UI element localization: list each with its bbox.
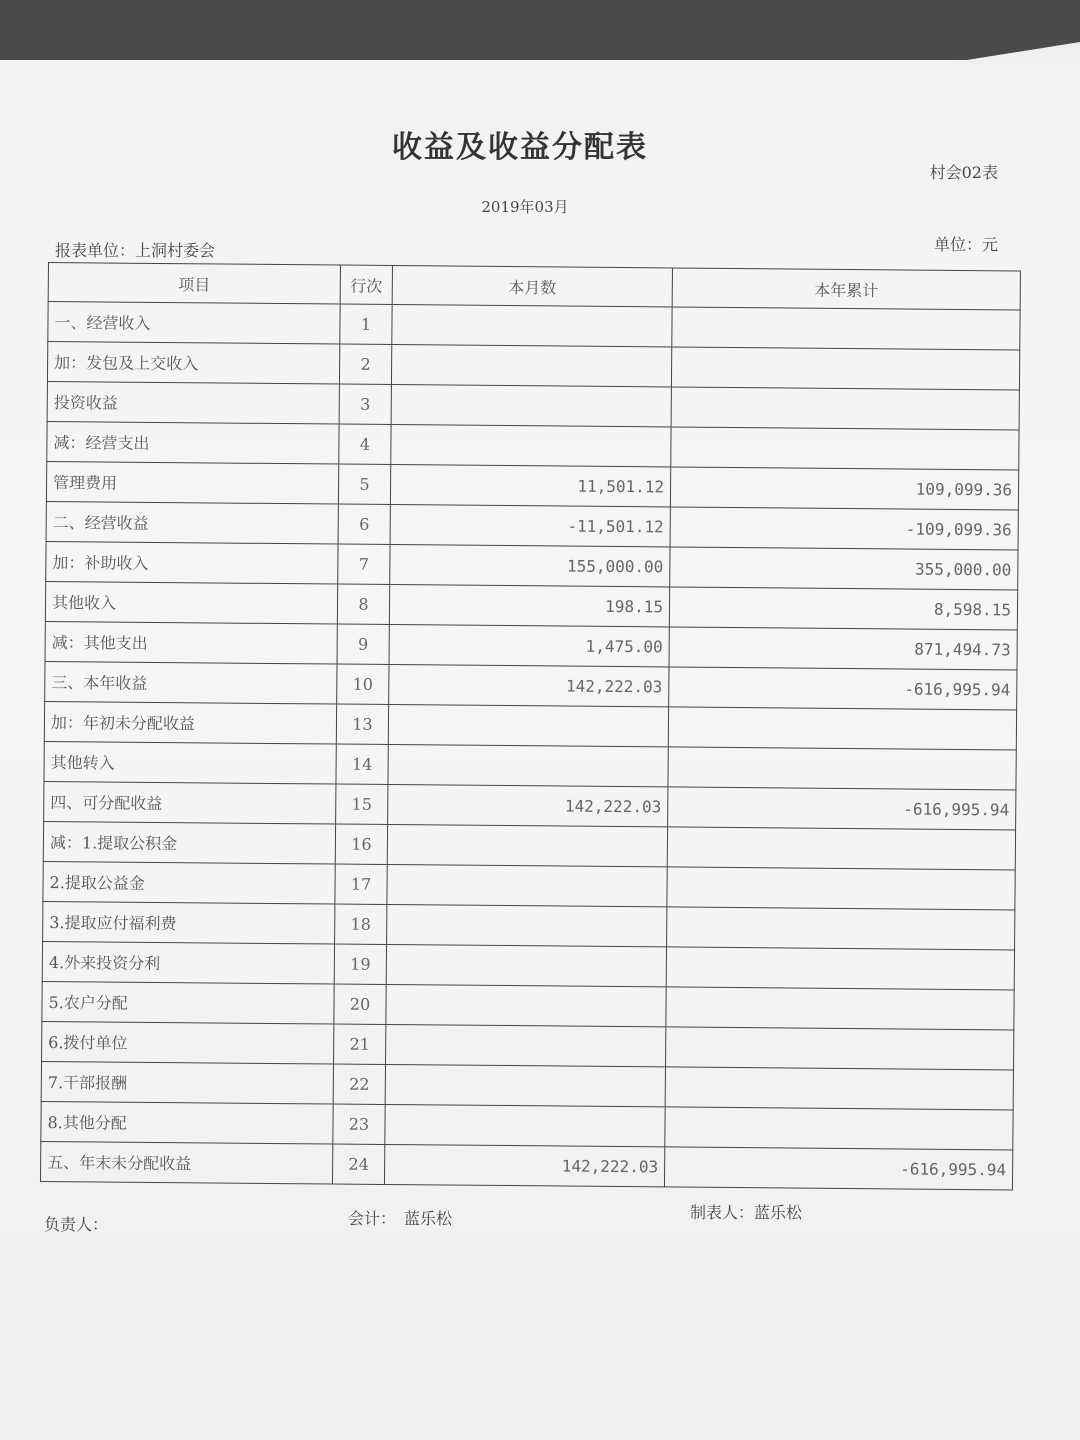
row-year-to-date-value xyxy=(671,387,1019,430)
row-line-number: 8 xyxy=(337,584,389,624)
row-this-month-value xyxy=(385,1064,665,1106)
row-year-to-date-value xyxy=(665,1107,1013,1150)
row-line-number: 22 xyxy=(333,1064,385,1104)
table-row xyxy=(40,1141,1012,1189)
row-year-to-date-value: -109,099.36 xyxy=(670,507,1018,550)
row-item-label: 加：发包及上交收入 xyxy=(47,342,339,385)
row-item-label: 其他转入 xyxy=(44,741,336,784)
row-item-label: 管理费用 xyxy=(46,461,338,504)
row-this-month-value: 142,222.03 xyxy=(384,1144,664,1186)
row-line-number: 19 xyxy=(334,944,386,984)
row-this-month-value: 11,501.12 xyxy=(390,464,670,506)
row-line-number: 10 xyxy=(337,664,389,704)
row-line-number: 1 xyxy=(340,304,392,344)
row-item-label: 加：补助收入 xyxy=(46,541,338,584)
footer-accountant: 会计： 蓝乐松 xyxy=(348,1209,453,1228)
row-item-label: 减：经营支出 xyxy=(47,421,339,464)
row-item-label: 6.拨付单位 xyxy=(42,1021,334,1064)
row-year-to-date-value: -616,995.94 xyxy=(664,1147,1012,1190)
column-header-year-to-date: 本年累计 xyxy=(672,268,1020,310)
row-year-to-date-value: 8,598.15 xyxy=(669,587,1017,630)
row-this-month-value: 142,222.03 xyxy=(388,784,668,826)
row-year-to-date-value xyxy=(671,427,1019,470)
row-year-to-date-value: 355,000.00 xyxy=(670,547,1018,590)
row-year-to-date-value: 871,494.73 xyxy=(669,627,1017,670)
row-item-label: 4.外来投资分利 xyxy=(42,941,334,984)
row-this-month-value xyxy=(387,904,667,946)
row-line-number: 5 xyxy=(338,464,390,504)
row-year-to-date-value xyxy=(667,827,1015,870)
row-year-to-date-value xyxy=(666,947,1014,990)
column-header-item: 项目 xyxy=(48,263,340,305)
row-this-month-value xyxy=(385,1104,665,1146)
column-header-this-month: 本月数 xyxy=(392,266,672,307)
row-item-label: 一、经营收入 xyxy=(48,302,340,345)
table-body xyxy=(40,302,1020,1190)
row-this-month-value xyxy=(386,1024,666,1066)
row-this-month-value xyxy=(388,704,668,746)
row-item-label: 8.其他分配 xyxy=(41,1101,333,1144)
row-this-month-value: 198.15 xyxy=(389,584,669,626)
row-year-to-date-value: -616,995.94 xyxy=(669,667,1017,710)
row-line-number: 16 xyxy=(335,824,387,864)
row-year-to-date-value xyxy=(667,867,1015,910)
row-this-month-value xyxy=(387,824,667,866)
row-item-label: 五、年末未分配收益 xyxy=(40,1141,332,1184)
row-year-to-date-value xyxy=(665,1027,1013,1070)
row-line-number: 24 xyxy=(332,1144,384,1184)
row-item-label: 三、本年收益 xyxy=(45,661,337,704)
row-line-number: 2 xyxy=(339,344,391,384)
row-item-label: 投资收益 xyxy=(47,381,339,424)
row-this-month-value: 155,000.00 xyxy=(390,544,670,586)
row-item-label: 四、可分配收益 xyxy=(44,781,336,824)
income-distribution-table xyxy=(40,262,1021,1190)
row-this-month-value xyxy=(386,944,666,986)
row-item-label: 减：1.提取公积金 xyxy=(43,821,335,864)
row-line-number: 7 xyxy=(338,544,390,584)
row-this-month-value xyxy=(391,425,671,467)
row-this-month-value xyxy=(392,305,672,347)
row-this-month-value xyxy=(391,385,671,427)
row-line-number: 4 xyxy=(339,424,391,464)
row-item-label: 二、经营收益 xyxy=(46,501,338,544)
column-header-line-no: 行次 xyxy=(340,265,392,304)
form-code: 村会02表 xyxy=(929,163,998,182)
currency-unit: 单位：元 xyxy=(933,235,998,254)
row-line-number: 23 xyxy=(333,1104,385,1144)
row-year-to-date-value xyxy=(666,987,1014,1030)
row-line-number: 20 xyxy=(334,984,386,1024)
footer-preparer: 制表人：蓝乐松 xyxy=(690,1203,803,1222)
row-item-label: 加：年初未分配收益 xyxy=(44,701,336,744)
row-year-to-date-value xyxy=(668,707,1016,750)
row-line-number: 18 xyxy=(335,904,387,944)
row-line-number: 13 xyxy=(336,704,388,744)
row-item-label: 5.农户分配 xyxy=(42,981,334,1024)
row-this-month-value: 142,222.03 xyxy=(389,664,669,706)
row-item-label: 减：其他支出 xyxy=(45,621,337,664)
row-item-label: 3.提取应付福利费 xyxy=(43,901,335,944)
row-line-number: 17 xyxy=(335,864,387,904)
row-year-to-date-value xyxy=(668,747,1016,790)
row-line-number: 6 xyxy=(338,504,390,544)
row-this-month-value: 1,475.00 xyxy=(389,624,669,666)
row-year-to-date-value xyxy=(667,907,1015,950)
row-line-number: 3 xyxy=(339,384,391,424)
row-item-label: 2.提取公益金 xyxy=(43,861,335,904)
row-year-to-date-value: -616,995.94 xyxy=(668,787,1016,830)
row-item-label: 其他收入 xyxy=(45,581,337,624)
row-line-number: 15 xyxy=(336,784,388,824)
row-year-to-date-value xyxy=(671,347,1019,390)
row-item-label: 7.干部报酬 xyxy=(41,1061,333,1104)
row-this-month-value: -11,501.12 xyxy=(390,504,670,546)
page-title: 收益及收益分配表 xyxy=(392,130,648,165)
row-line-number: 14 xyxy=(336,744,388,784)
row-line-number: 9 xyxy=(337,624,389,664)
footer-responsible: 负责人： xyxy=(44,1215,109,1234)
row-line-number: 21 xyxy=(334,1024,386,1064)
row-this-month-value xyxy=(386,984,666,1026)
reporting-unit: 报表单位：上洞村委会 xyxy=(55,241,216,260)
row-this-month-value xyxy=(387,864,667,906)
row-this-month-value xyxy=(391,345,671,387)
row-year-to-date-value: 109,099.36 xyxy=(670,467,1018,510)
row-this-month-value xyxy=(388,744,668,786)
report-date: 2019年03月 xyxy=(481,198,569,216)
row-year-to-date-value xyxy=(665,1067,1013,1110)
row-year-to-date-value xyxy=(672,307,1020,350)
